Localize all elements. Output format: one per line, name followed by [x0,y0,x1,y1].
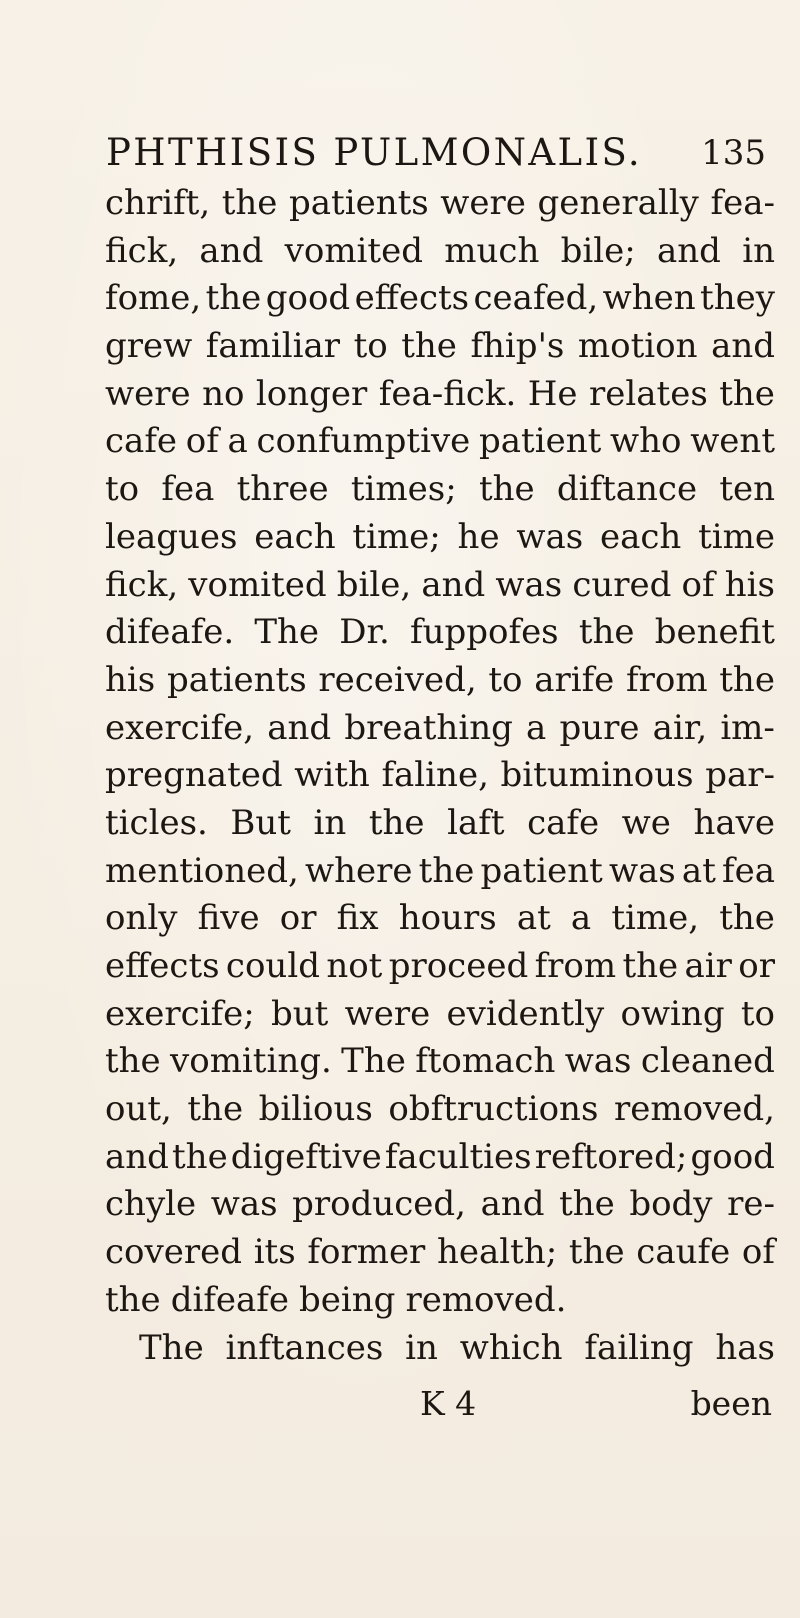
word: the [719,659,775,700]
word: the [221,183,278,223]
word: breathing [344,707,513,748]
word: has [715,1327,775,1368]
word: evidently [446,993,605,1034]
page-number: 135 [701,133,766,173]
text-line [105,991,775,1039]
word: fhip's [470,326,565,367]
signature-mark: K 4 [420,1384,477,1423]
word: time, [611,898,700,939]
text-line [105,1134,775,1182]
word: owing [620,993,725,1034]
word: was [495,564,563,605]
word: body [629,1184,713,1225]
word: of [681,564,715,605]
text-line [105,1086,775,1134]
word: re- [727,1184,775,1225]
word: or [738,946,775,986]
word: three [236,469,329,510]
word: confumptive [256,421,471,462]
word: leagues [105,516,238,557]
word: benefit [654,612,775,653]
word: a [570,898,592,939]
word: and [199,230,264,271]
text-line [105,1277,775,1325]
word: were [440,183,526,223]
word: exercife; [105,993,255,1034]
word: relates [589,373,708,414]
word: vomited [188,564,327,605]
word: and [267,707,332,748]
word: was [516,516,584,557]
word: and [711,326,775,367]
word: vomiting. [170,1041,332,1082]
word: times; [350,469,457,510]
word: they [700,278,775,319]
word: to [740,993,775,1034]
word: fuppofes [410,612,559,653]
word: former [307,1232,426,1273]
word: failing [584,1327,694,1368]
word: the [418,850,475,891]
word: of [185,421,219,462]
text-line [105,800,775,848]
word: generally [537,183,699,223]
word: air [684,946,732,986]
word: But [230,802,291,843]
word: The [139,1327,204,1368]
word: the [105,1041,161,1082]
word: the [559,1184,615,1225]
word: cured [572,564,672,605]
word: covered [105,1232,242,1273]
page-footer [98,1380,778,1428]
word: health; [437,1232,558,1273]
word: reftored; [534,1136,688,1177]
word: diftance [556,469,698,510]
word: were [105,373,191,414]
word: his [724,564,775,605]
word: its [253,1232,296,1273]
word: Dr. [339,612,390,653]
text-line [105,943,775,991]
word: ticles. [105,802,208,843]
word: a [227,421,248,462]
word: bile, [336,564,412,605]
word: was [608,850,676,891]
word: only [105,898,178,939]
word: to [105,469,140,510]
word: time; [352,516,441,557]
running-title: PHTHISIS PULMONALIS. [106,131,643,174]
word: difeafe [170,1279,290,1320]
word: patients [289,183,429,223]
word: the [401,326,457,367]
word: difeafe. [105,612,235,653]
word: produced, [292,1184,466,1225]
word: time [698,516,775,557]
word: good [265,278,351,319]
word: and [657,230,721,271]
text-line [105,275,775,323]
text-line [105,562,775,610]
word: the [172,1136,228,1177]
word: par- [705,755,775,796]
word: inftances [225,1327,384,1368]
word: motion [577,326,698,367]
word: He [527,373,578,414]
text-line [105,1229,775,1277]
word: fea [161,469,215,510]
word: the [478,469,535,510]
word: longer [255,373,368,414]
catchword: been [690,1384,772,1423]
word: when [602,278,696,319]
word: patients [166,659,307,700]
word: ten [719,469,775,510]
word: hours [398,898,497,939]
text-line [105,418,775,466]
text-line [105,752,775,800]
text-line [105,180,775,228]
word: and [421,564,486,605]
word: fome, [105,278,202,319]
word: effects [105,946,220,986]
word: The [341,1041,406,1082]
word: familiar [205,326,341,367]
word: vomited [284,230,423,271]
text-line [105,609,775,657]
word: arife [534,659,615,700]
word: at [516,898,551,939]
word: out, [105,1089,172,1130]
word: mentioned, [105,850,299,891]
word: ftomach [415,1041,556,1082]
word: could [225,946,320,986]
word: each [599,516,682,557]
word: was [564,1041,632,1082]
word: faline, [381,755,489,796]
word: digeftive [230,1136,382,1177]
word: the [568,1232,625,1273]
word: where [305,850,413,891]
word: the [187,1089,244,1130]
word: the [578,612,635,653]
word: at [681,850,716,891]
word: exercife, [105,707,255,748]
text-line [105,323,775,371]
word: bituminous [500,755,694,796]
text-line [105,466,775,514]
word: fea- [710,183,775,223]
word: cafe [105,421,178,462]
word: pure [559,707,640,748]
word: patient [480,850,603,891]
word: was [210,1184,278,1225]
word: from [534,946,617,986]
word: the [719,898,775,939]
word: fick, [105,230,179,271]
word: im- [720,707,775,748]
word: pregnated [105,755,283,796]
text-line [105,514,775,562]
word: laft [447,802,505,843]
word: cleaned [640,1041,775,1082]
word: grew [105,326,193,367]
word: and [105,1136,169,1177]
word: no [202,373,245,414]
word: each [254,516,336,557]
word: with [294,755,370,796]
word: he [457,516,500,557]
word: we [621,802,671,843]
word: good [690,1136,775,1177]
text-line [105,1038,775,1086]
word: caufe [636,1232,731,1273]
text-line [105,895,775,943]
word: being [299,1279,396,1320]
word: bile; [560,230,636,271]
word: who [610,421,682,462]
word: received, [318,659,477,700]
word: from [626,659,708,700]
word: to [353,326,388,367]
text-line [105,1181,775,1229]
word: the [622,946,679,986]
word: not [326,946,383,986]
word: the [105,1279,161,1320]
word: or [279,898,317,939]
word: which [459,1327,563,1368]
word: chyle [105,1184,197,1225]
word: and [480,1184,545,1225]
text-line [105,657,775,705]
word: the [368,802,425,843]
word: five [197,898,260,939]
word: ceafed, [473,278,599,319]
word: much [444,230,540,271]
word: cafe [527,802,600,843]
word: effects [354,278,470,319]
word: fix [336,898,379,939]
word: fea-fick. [378,373,517,414]
word: faculties [384,1136,532,1177]
text-line [105,848,775,896]
word: The [254,612,320,653]
text-line [105,371,775,419]
word: were [344,993,431,1034]
word: to [488,659,523,700]
word: have [693,802,775,843]
text-line [105,1325,775,1373]
text-line [105,705,775,753]
running-head [98,126,778,180]
word: air, [652,707,708,748]
word: went [690,421,775,462]
text-line [105,228,775,276]
word: removed. [405,1279,567,1320]
word: fea [722,850,775,891]
body-text [105,180,775,1372]
word: obftructions [388,1089,599,1130]
word: patient [479,421,602,462]
word: proceed [388,946,529,986]
word: in [742,230,775,271]
word: his [105,659,156,700]
word: in [405,1327,438,1368]
word: the [719,373,775,414]
word: in [313,802,347,843]
word: a [526,707,547,748]
word: of [741,1232,775,1273]
word: fick, [105,564,179,605]
word: but [271,993,329,1034]
word: removed, [613,1089,775,1130]
word: chrift, [105,183,211,223]
word: bilious [258,1089,373,1130]
word: the [205,278,262,319]
